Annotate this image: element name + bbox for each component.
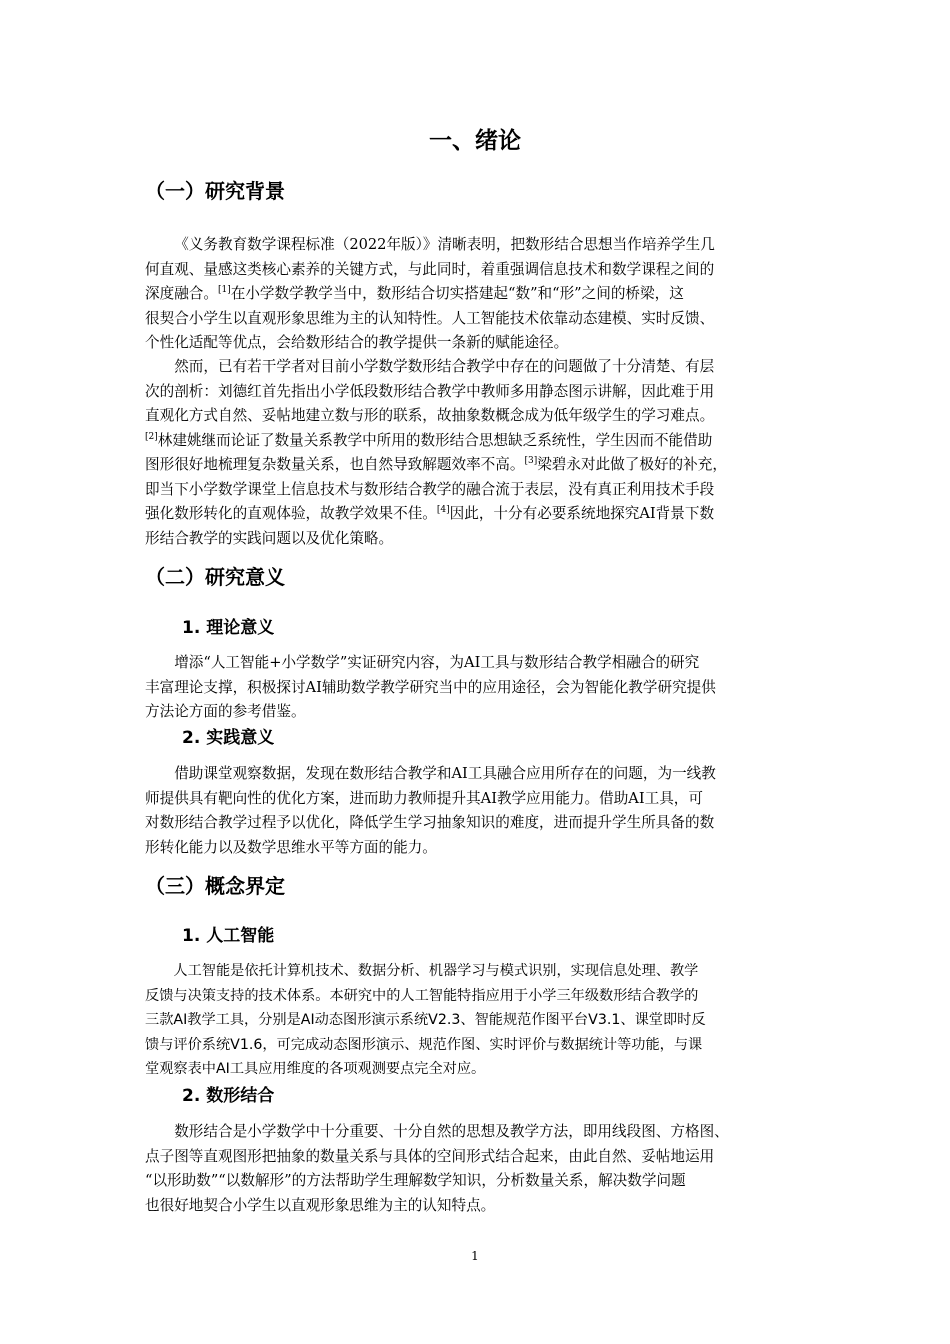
chapter-title: 一、绪论 bbox=[429, 128, 521, 154]
subsection-heading-theory: 1. 理论意义 bbox=[182, 618, 275, 638]
text-segment: 深度融合。 bbox=[145, 285, 218, 302]
text-line: 点子图等直观图形把抽象的数量关系与具体的空间形式结合起来，由此自然、妥帖地运用 bbox=[145, 1147, 715, 1165]
text-line: 个性化适配等优点，会给数形结合的教学提供一条新的赋能途径。 bbox=[145, 334, 569, 351]
text-line: 何直观、量感这类核心素养的关键方式，与此同时，着重强调信息技术和数学课程之间的 bbox=[145, 260, 715, 278]
paragraph-background-1 bbox=[145, 233, 817, 356]
text-line: 师提供具有靶向性的优化方案，进而助力教师提升其AI教学应用能力。借助AI工具，可 bbox=[145, 789, 703, 807]
citation-ref: [1] bbox=[217, 285, 231, 296]
paragraph-ai bbox=[145, 959, 817, 1082]
section-heading-significance: （二）研究意义 bbox=[145, 565, 285, 589]
paragraph-practice bbox=[145, 762, 817, 860]
subsection-heading-ai: 1. 人工智能 bbox=[182, 926, 275, 946]
text-segment: 因此，十分有必要系统地探究AI背景下数 bbox=[449, 505, 715, 522]
text-line: 馈与评价系统V1.6，可完成动态图形演示、规范作图、实时评价与数据统计等功能，与课 bbox=[145, 1036, 703, 1053]
text-line: 然而，已有若干学者对目前小学数学数形结合教学中存在的问题做了十分清楚、有层 bbox=[174, 358, 715, 375]
text-segment: 在小学数学教学当中，数形结合切实搭建起“数”和“形”之间的桥梁，这 bbox=[230, 285, 684, 302]
paragraph-background-2 bbox=[145, 355, 817, 551]
text-line: 三款AI教学工具，分别是AI动态图形演示系统V2.3、智能规范作图平台V3.1、课堂即时反 bbox=[145, 1012, 706, 1028]
text-line: 次的剖析：刘德红首先指出小学低段数形结合教学中教师多用静态图示讲解，因此难于用 bbox=[145, 382, 715, 400]
text-line bbox=[145, 282, 817, 307]
citation-ref: [3] bbox=[524, 456, 538, 467]
text-line: 很契合小学生以直观形象思维为主的认知特性。人工智能技术依靠动态建模、实时反馈、 bbox=[145, 309, 715, 327]
text-line: 即当下小学数学课堂上信息技术与数形结合教学的融合流于表层，没有真正利用技术手段 bbox=[145, 480, 715, 498]
page-number: 1 bbox=[471, 1249, 479, 1263]
text-line: 反馈与决策支持的技术体系。本研究中的人工智能特指应用于小学三年级数形结合教学的 bbox=[145, 987, 699, 1004]
text-line: 形结合教学的实践问题以及优化策略。 bbox=[145, 529, 394, 547]
text-line bbox=[145, 502, 817, 527]
paragraph-theory bbox=[145, 651, 817, 725]
text-segment: 强化数形转化的直观体验，故教学效果不佳。 bbox=[145, 505, 437, 522]
text-line: 人工智能是依托计算机技术、数据分析、机器学习与模式识别，实现信息处理、教学 bbox=[173, 963, 699, 979]
section-heading-concepts: （三）概念界定 bbox=[145, 874, 285, 898]
text-line bbox=[145, 453, 817, 478]
text-line: 丰富理论支撑，积极探讨AI辅助数学教学研究当中的应用途径，会为智能化教学研究提供 bbox=[145, 678, 716, 696]
citation-ref: [4] bbox=[436, 505, 450, 516]
text-line: 直观化方式自然、妥帖地建立数与形的联系，故抽象数概念成为低年级学生的学习难点。 bbox=[145, 407, 715, 424]
text-line: 堂观察表中AI工具应用维度的各项观测要点完全对应。 bbox=[145, 1061, 486, 1077]
text-segment: 梁碧永对此做了极好的补充， bbox=[537, 456, 727, 473]
citation-ref: [2] bbox=[145, 431, 158, 442]
text-line: “以形助数”“以数解形”的方法帮助学生理解数学知识，分析数量关系，解决数学问题 bbox=[145, 1172, 686, 1189]
subsection-heading-number-shape: 2. 数形结合 bbox=[182, 1086, 275, 1106]
text-line bbox=[145, 429, 817, 454]
section-heading-background: （一）研究背景 bbox=[145, 179, 285, 203]
text-line: 借助课堂观察数据，发现在数形结合教学和AI工具融合应用所存在的问题，为一线教 bbox=[174, 765, 716, 782]
text-line: 增添“人工智能+小学数学”实证研究内容，为AI工具与数形结合教学相融合的研究 bbox=[174, 654, 700, 671]
text-line: 也很好地契合小学生以直观形象思维为主的认知特点。 bbox=[145, 1196, 496, 1214]
text-segment: 图形很好地梳理复杂数量关系，也自然导致解题效率不高。 bbox=[145, 456, 525, 473]
text-line: 《义务教育数学课程标准（2022年版）》清晰表明，把数形结合思想当作培养学生几 bbox=[174, 236, 715, 253]
text-line: 对数形结合教学过程予以优化，降低学生学习抽象知识的难度，进而提升学生所具备的数 bbox=[145, 814, 715, 831]
text-line: 方法论方面的参考借鉴。 bbox=[145, 703, 306, 720]
text-segment: 林建姚继而论证了数量关系教学中所用的数形结合思想缺乏系统性，学生因而不能借助 bbox=[157, 431, 713, 449]
subsection-heading-practice: 2. 实践意义 bbox=[182, 728, 275, 748]
paragraph-number-shape bbox=[145, 1120, 817, 1218]
text-line: 形转化能力以及数学思维水平等方面的能力。 bbox=[145, 838, 437, 856]
text-line: 数形结合是小学数学中十分重要、十分自然的思想及教学方法，即用线段图、方格图、 bbox=[174, 1123, 729, 1140]
